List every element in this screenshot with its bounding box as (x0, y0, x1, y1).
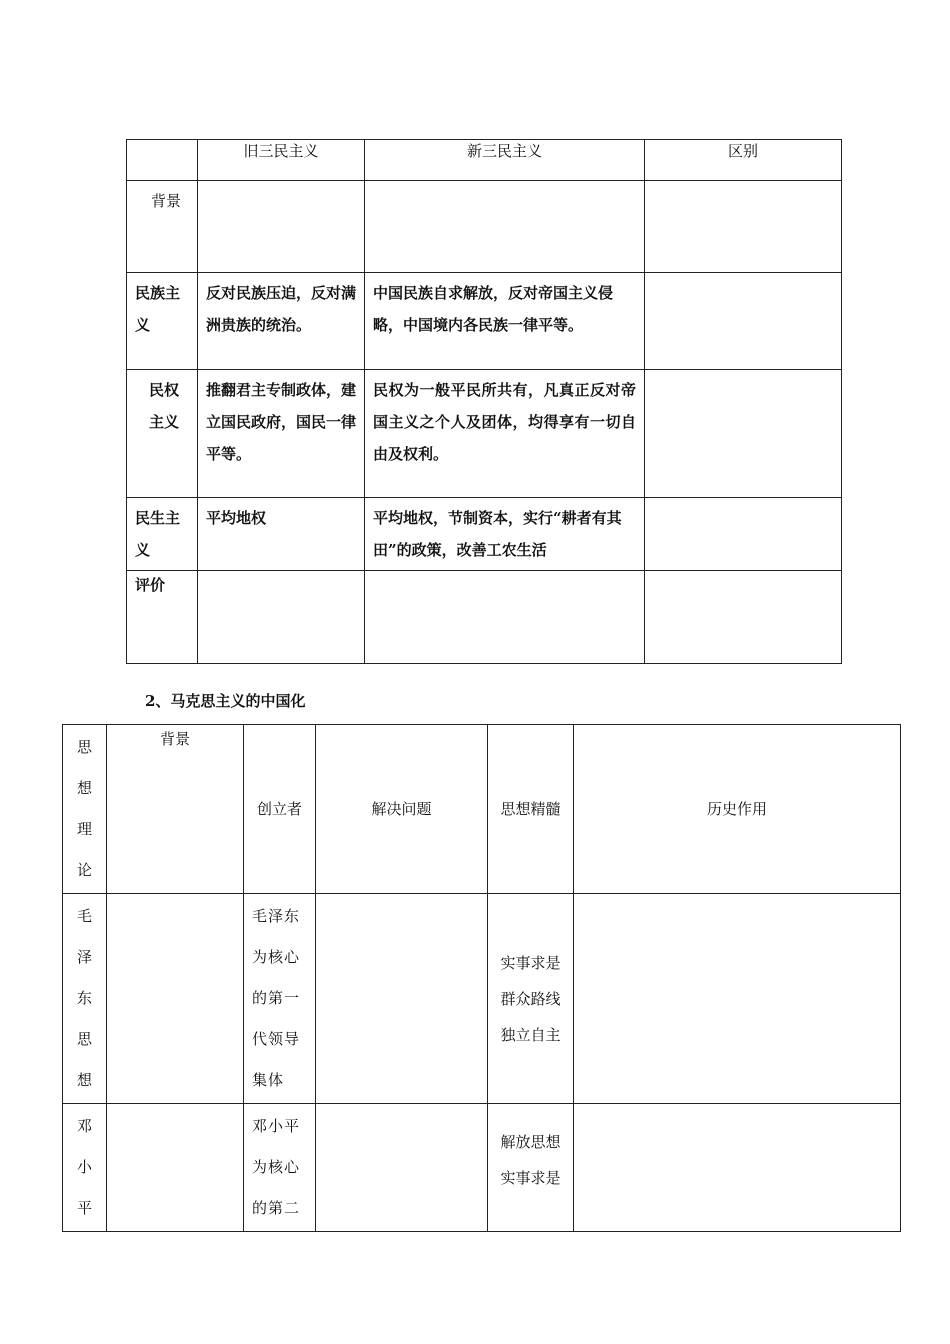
cell-new (365, 571, 645, 664)
cell-old: 推翻君主专制政体，建立国民政府，国民一律平等。 (198, 370, 365, 498)
three-principles-table (126, 139, 842, 664)
row-label-nationalism: 民族主义 (127, 273, 198, 370)
cell-new: 平均地权，节制资本，实行“耕者有其田”的政策，改善工农生活 (365, 498, 645, 571)
table1-header-row (127, 140, 842, 181)
table1-row-nationalism (127, 273, 842, 370)
table2-header-row (63, 725, 901, 894)
cell-essence: 实事求是群众路线独立自主 (488, 894, 574, 1104)
row-label-evaluation: 评价 (127, 571, 198, 664)
table1-header-new: 新三民主义 (365, 140, 645, 181)
cell-founder: 毛泽东为核心的第一代领导集体 (244, 894, 316, 1104)
cell-role (574, 1104, 901, 1232)
cell-background (107, 1104, 244, 1232)
cell-diff (645, 370, 842, 498)
table1-header-corner (127, 140, 198, 181)
table1-row-livelihood (127, 498, 842, 571)
cell-old: 平均地权 (198, 498, 365, 571)
table2-row-deng (63, 1104, 901, 1232)
table2-header-role: 历史作用 (574, 725, 901, 894)
table2-header-essence: 思想精髓 (488, 725, 574, 894)
cell-old (198, 181, 365, 273)
table2-theory-deng: 邓小平 (63, 1104, 107, 1232)
table2-header-problem: 解决问题 (316, 725, 488, 894)
cell-diff (645, 571, 842, 664)
cell-problem (316, 1104, 488, 1232)
cell-new: 中国民族自求解放，反对帝国主义侵略，中国境内各民族一律平等。 (365, 273, 645, 370)
row-label-background: 背景 (127, 181, 198, 273)
table1-row-democracy (127, 370, 842, 498)
cell-background (107, 894, 244, 1104)
cell-new: 民权为一般平民所共有，凡真正反对帝国主义之个人及团体，均得享有一切自由及权利。 (365, 370, 645, 498)
cell-new (365, 181, 645, 273)
table2-header-background: 背景 (107, 725, 244, 894)
table2-theory-mao: 毛泽东思想 (63, 894, 107, 1104)
row-label-democracy: 民权主义 (127, 370, 198, 498)
table2-header-theory: 思想理论 (63, 725, 107, 894)
table1-row-background (127, 181, 842, 273)
cell-diff (645, 273, 842, 370)
row-label-livelihood: 民生主义 (127, 498, 198, 571)
sinicization-table (62, 724, 901, 1232)
table1-row-evaluation (127, 571, 842, 664)
cell-old (198, 571, 365, 664)
cell-diff (645, 498, 842, 571)
cell-old: 反对民族压迫，反对满洲贵族的统治。 (198, 273, 365, 370)
cell-role (574, 894, 901, 1104)
table2-row-mao (63, 894, 901, 1104)
table2-header-founder: 创立者 (244, 725, 316, 894)
table1-header-old: 旧三民主义 (198, 140, 365, 181)
cell-problem (316, 894, 488, 1104)
cell-essence: 解放思想实事求是 (488, 1104, 574, 1232)
cell-founder: 邓小平为核心的第二 (244, 1104, 316, 1232)
section-heading: 2、马克思主义的中国化 (145, 692, 306, 710)
cell-diff (645, 181, 842, 273)
table1-header-diff: 区别 (645, 140, 842, 181)
